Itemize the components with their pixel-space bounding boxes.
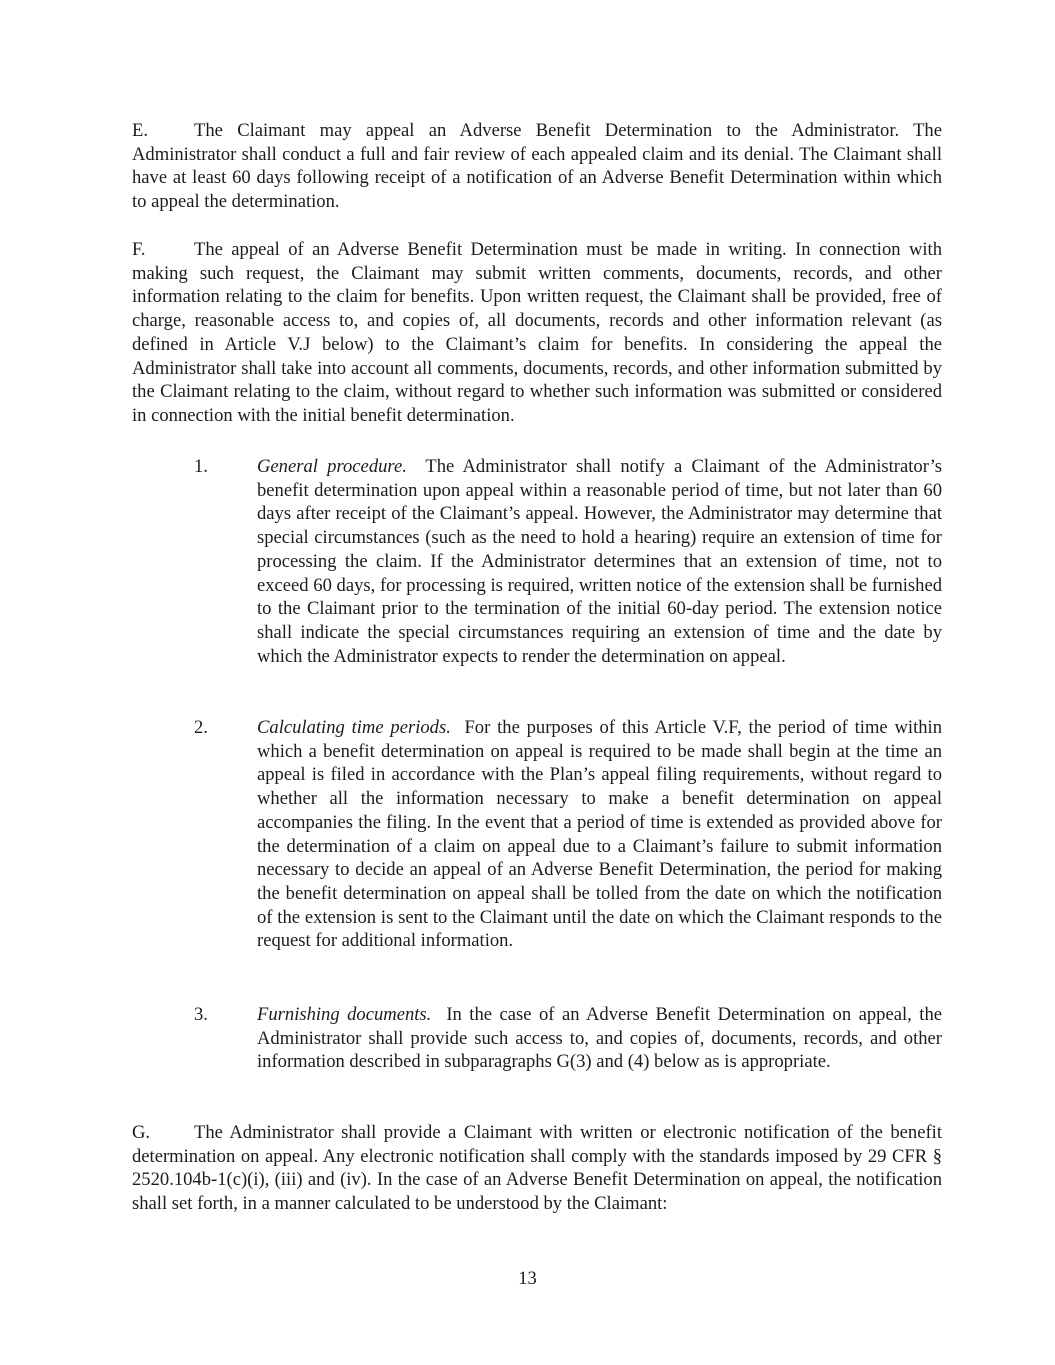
item-3-heading: Furnishing documents. [257, 1004, 432, 1025]
section-g-label: G. [132, 1122, 151, 1143]
item-2-heading: Calculating time periods. [257, 717, 451, 738]
section-e-text: The Claimant may appeal an Adverse Benefit Determination to the Administrator. The Administrator shall conduct a full and fair review of each appealed claim and its denial. The Claimant shall have at least 60 days following receipt of a notification of an Adverse Benefit Determination within which to appeal the determination. [132, 120, 942, 213]
section-g [132, 1121, 942, 1216]
page-number: 13 [518, 1268, 537, 1289]
section-f-item-1 [194, 455, 942, 668]
section-e-label: E. [132, 120, 149, 141]
item-2-number: 2. [194, 717, 208, 738]
section-e [132, 119, 942, 214]
section-f-text: The appeal of an Adverse Benefit Determination must be made in writing. In connection with making such request, the Claimant may submit written comments, documents, records, and other information relating to the claim for benefits. Upon written request, the Claimant shall be provided, free of charge, reasonable access to, and copies of, all documents, records and other information relevant (as defined in Article V.J below) to the Claimant’s claim for benefits. In considering the appeal the Administrator shall take into account all comments, documents, records, and other information submitted by the Claimant relating to the claim, without regard to whether such information was submitted or considered in connection with the initial benefit determination. [132, 239, 942, 426]
item-1-number: 1. [194, 456, 208, 477]
item-2-text: For the purposes of this Article V.F, the period of time within which a benefit determination on appeal is required to be made shall begin at the time an appeal is filed in accordance with the Plan’s appeal filing requirements, without regard to whether all the information necessary to make a benefit determination on appeal accompanies the filing. In the event that a period of time is extended as provided above for the determination of a claim on appeal due to a Claimant’s failure to submit information necessary to decide an appeal of an Adverse Benefit Determination, the period for making the benefit determination on appeal shall be tolled from the date on which the notification of the extension is sent to the Claimant until the date on which the Claimant responds to the request for additional information. [257, 717, 943, 952]
section-f-item-2 [194, 716, 942, 953]
item-3-number: 3. [194, 1004, 208, 1025]
item-1-text: The Administrator shall notify a Claimant of the Administrator’s benefit determination upon appeal within a reasonable period of time, but not later than 60 days after receipt of the Claimant’s appeal. However, the Administrator may determine that special circumstances (such as the need to hold a hearing) require an extension of time for processing the claim. If the Administrator determines that an extension of time, not to exceed 60 days, for processing is required, written notice of the extension shall be furnished to the Claimant prior to the termination of the initial 60-day period. The extension notice shall indicate the special circumstances requiring an extension of time and the date by which the Administrator expects to render the determination on appeal. [257, 456, 942, 667]
item-3-text: In the case of an Adverse Benefit Determination on appeal, the Administrator shall provide such access to, and copies of, documents, records, and other information described in subparagraphs G(3) and (4) below as is appropriate. [257, 1004, 943, 1073]
item-1-heading: General procedure. [257, 456, 407, 477]
section-g-text: The Administrator shall provide a Claimant with written or electronic notification of the benefit determination on appeal. Any electronic notification shall comply with the standards imposed by 29 CFR § 2520.104b-1(c)(i), (iii) and (iv). In the case of an Adverse Benefit Determination on appeal, the notification shall set forth, in a manner calculated to be understood by the Claimant: [132, 1122, 942, 1215]
section-f [132, 238, 942, 428]
section-f-item-3 [194, 1003, 942, 1074]
section-f-label: F. [132, 239, 146, 260]
